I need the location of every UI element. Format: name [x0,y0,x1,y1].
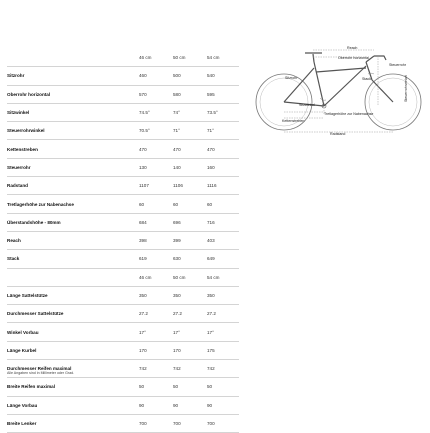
row-value: 742 [205,360,239,378]
row-value: 160 [205,158,239,176]
row-label: Steuerrohrwinkel [7,122,137,140]
row-label: Länge Sattelstütze [7,286,137,304]
row-label: Radstand [7,177,137,195]
row-label: Durchmesser Reifen maximal [7,360,137,378]
label-reach: Reach [347,46,358,50]
row-value: 500 [171,67,205,85]
row-value: 60 [205,195,239,213]
row-label: Steuerrohr [7,158,137,176]
label-tretlager: Tretlagerhöhe zur Nabenachse [324,112,374,116]
row-value: 1116 [205,177,239,195]
row-value: 350 [205,286,239,304]
table-row [7,158,239,176]
table-row [7,177,239,195]
table-row [7,360,239,378]
row-value: 60 [137,195,171,213]
label-steuerrohr: Steuerrohr [389,63,406,67]
row-value: 716 [205,213,239,231]
size-header: 50 cm [171,268,205,286]
table-row [7,378,239,396]
row-value: 17° [205,323,239,341]
row-value: 17° [137,323,171,341]
table-row [7,213,239,231]
table-row [7,195,239,213]
row-value: 580 [171,85,205,103]
row-value: 175 [205,341,239,359]
row-value: 74° [171,103,205,121]
row-value: 74.5° [137,103,171,121]
row-value: 350 [171,286,205,304]
row-value: 350 [137,286,171,304]
size-header-row [7,49,239,67]
size-header: 54 cm [205,268,239,286]
table-row [7,122,239,140]
row-value: 71° [171,122,205,140]
table-row [7,103,239,121]
row-value: 50 [137,378,171,396]
label-stack: Stack [362,77,371,81]
row-value: 684 [137,213,171,231]
row-value: 27.2 [205,305,239,323]
table-row [7,231,239,249]
table-row [7,67,239,85]
row-value: 742 [171,360,205,378]
row-label: Stack [7,250,137,268]
row-value: 90 [171,396,205,414]
size-header: 50 cm [171,49,205,67]
row-value: 50 [171,378,205,396]
row-value: 170 [171,341,205,359]
table-row [7,396,239,414]
row-label: Breite Lenker [7,414,137,432]
row-label: Sitzwinkel [7,103,137,121]
row-value: 1106 [171,177,205,195]
row-value: 570 [137,85,171,103]
size-header: 46 cm [137,49,171,67]
row-value: 460 [137,67,171,85]
label-oberrohr: Oberrohr horizontal [338,56,369,60]
row-value: 399 [171,231,205,249]
label-kettenstreben: Kettenstreben [282,119,305,123]
row-value: 71° [205,122,239,140]
row-value: 17° [171,323,205,341]
row-value: 630 [171,250,205,268]
row-value: 700 [205,414,239,432]
row-value: 60 [171,195,205,213]
header-spacer [7,49,137,67]
row-value: 470 [205,140,239,158]
label-steuerrohrwinkel: Steuerrohrwinkel [404,75,408,102]
row-value: 130 [137,158,171,176]
row-value: 700 [137,414,171,432]
label-sitzwinkel: Sitzwinkel [299,103,315,107]
row-value: 90 [205,396,239,414]
row-label: Breite Reifen maximal [7,378,137,396]
row-value: 540 [205,67,239,85]
row-value: 1107 [137,177,171,195]
footnote: Alle Angaben sind in Millimeter oder Grad. [7,371,75,375]
row-value: 50 [205,378,239,396]
row-label: Sitzrohr [7,67,137,85]
table-row [7,305,239,323]
row-label: Länge Vorbau [7,396,137,414]
row-value: 470 [137,140,171,158]
row-value: 140 [171,158,205,176]
row-value: 700 [171,414,205,432]
row-label: Überstandshöhe - 80mm [7,213,137,231]
bike-geometry-diagram [252,44,424,144]
row-label: Länge Kurbel [7,341,137,359]
row-value: 27.2 [171,305,205,323]
size-header: 54 cm [205,49,239,67]
geometry-table [7,49,239,433]
label-radstand: Radstand [330,132,346,136]
row-value: 696 [171,213,205,231]
table-row [7,250,239,268]
row-label: Oberrohr horizontal [7,85,137,103]
row-value: 470 [171,140,205,158]
row-value: 595 [205,85,239,103]
row-label: Winkel Vorbau [7,323,137,341]
row-label: Kettenstreben [7,140,137,158]
table-row [7,286,239,304]
size-header: 46 cm [137,268,171,286]
table-row [7,323,239,341]
size-header-row [7,268,239,286]
table-row [7,85,239,103]
row-value: 619 [137,250,171,268]
row-value: 90 [137,396,171,414]
row-value: 649 [205,250,239,268]
table-row [7,140,239,158]
row-value: 403 [205,231,239,249]
row-value: 70.5° [137,122,171,140]
row-label: Reach [7,231,137,249]
row-value: 27.2 [137,305,171,323]
header-spacer [7,268,137,286]
table-row [7,341,239,359]
row-value: 73.5° [205,103,239,121]
label-sitzrohr: Sitzrohr [285,76,298,80]
row-value: 398 [137,231,171,249]
row-label: Durchmesser Sattelstütze [7,305,137,323]
row-label: Tretlagerhöhe zur Nabenachse [7,195,137,213]
row-value: 170 [137,341,171,359]
row-value: 742 [137,360,171,378]
